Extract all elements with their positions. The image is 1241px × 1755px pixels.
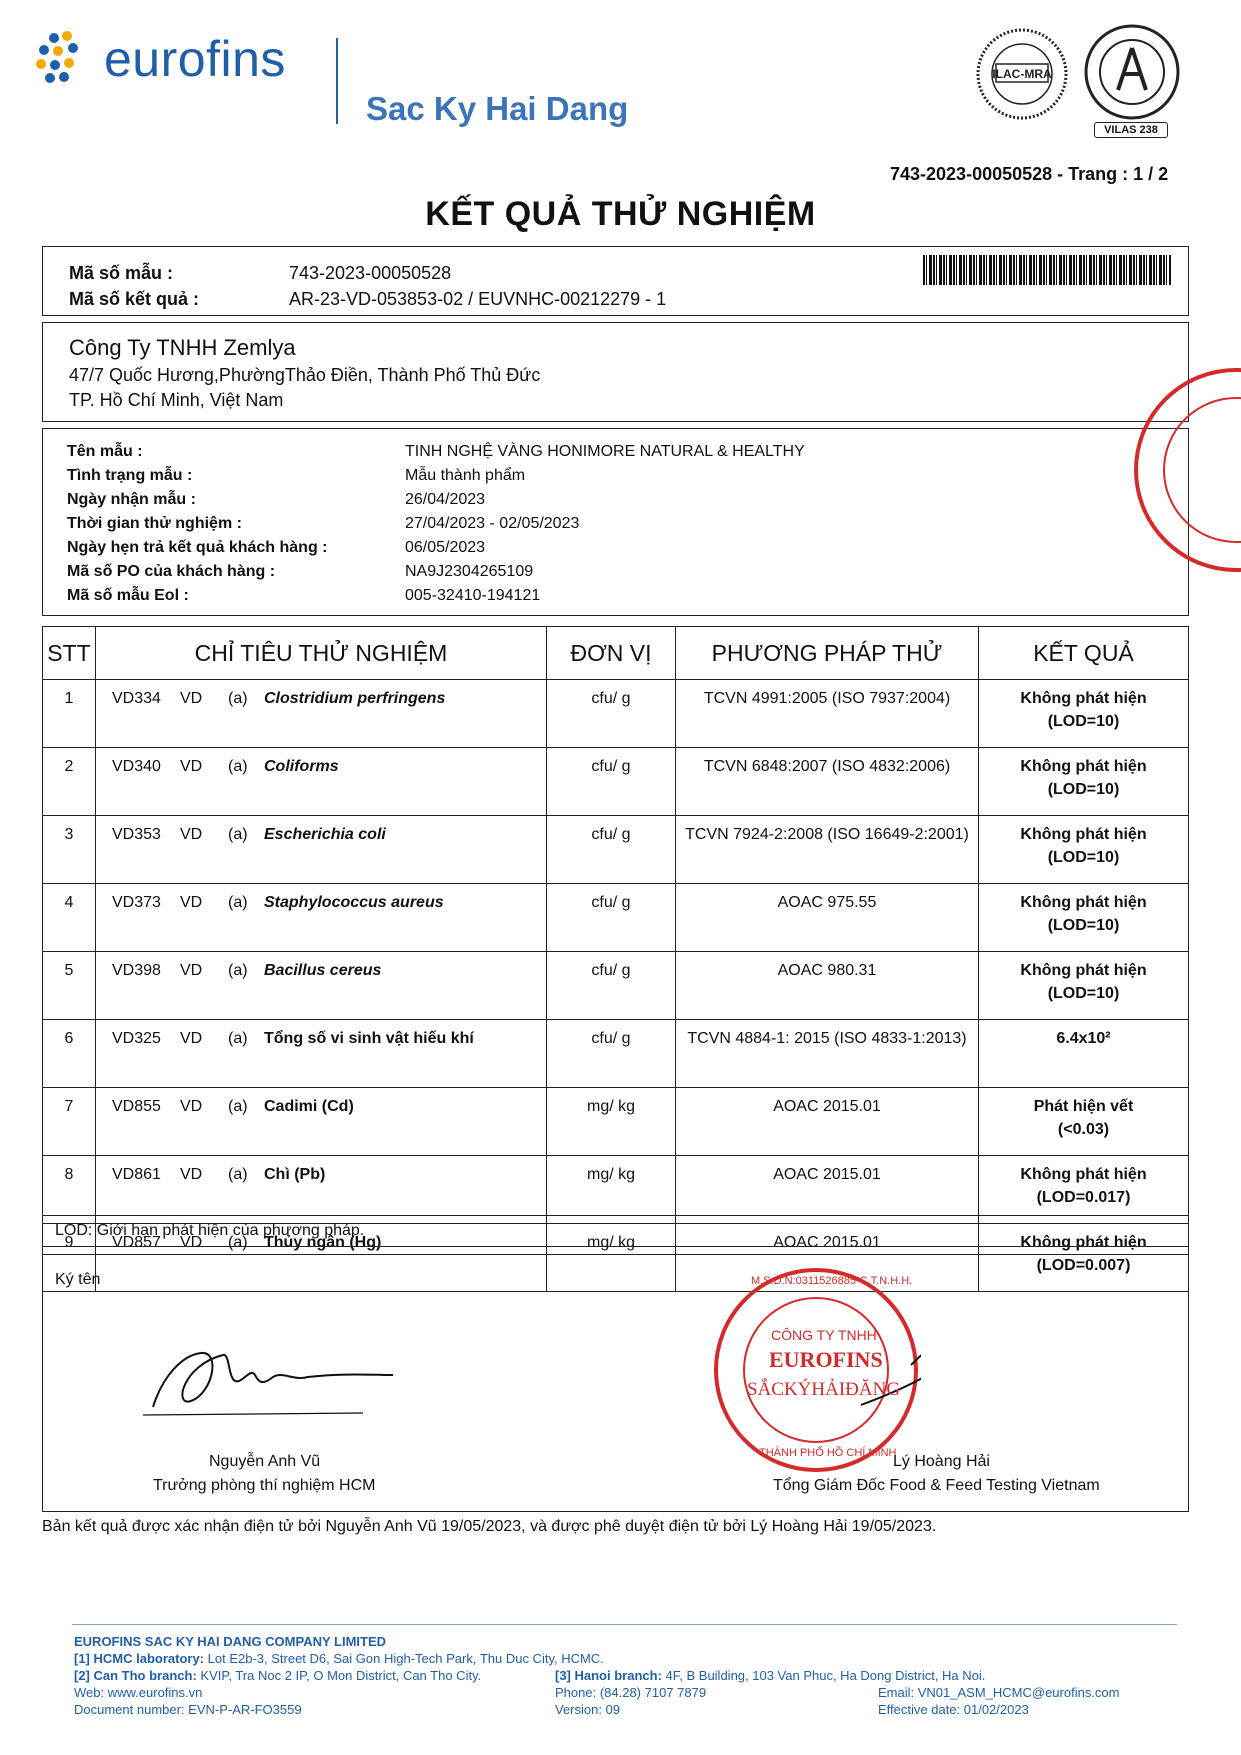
cell-indicator-name: Staphylococcus aureus [264, 894, 444, 911]
cell-result-main: Không phát hiện [1020, 826, 1147, 843]
cell-result-main: Không phát hiện [1020, 962, 1147, 979]
cell-accredited: (a) [228, 1030, 248, 1047]
table-row [43, 884, 1189, 952]
table-row [43, 1156, 1189, 1224]
cell-unit: cfu/ g [547, 816, 676, 884]
cell-stt: 4 [43, 884, 96, 952]
cell-result [979, 748, 1189, 816]
sample-no-label: Mã số mẫu : [69, 263, 174, 283]
lod-note-box [42, 1215, 1189, 1247]
ilac-seal-icon [972, 24, 1072, 124]
cell-indicator-name: Bacillus cereus [264, 962, 382, 979]
cell-result-lod: (LOD=10) [1047, 985, 1120, 1002]
table-row [43, 1088, 1189, 1156]
sample-no-value: 743-2023-00050528 [289, 263, 452, 283]
footer-email[interactable]: Email: VN01_ASM_HCMC@eurofins.com [878, 1685, 1120, 1700]
cell-unit: cfu/ g [547, 680, 676, 748]
footer-hcmc-address: Lot E2b-3, Street D6, Sai Gon High-Tech Park, Thu Duc City, HCMC. [207, 1651, 604, 1666]
cell-stt: 1 [43, 680, 96, 748]
cell-indicator [96, 1088, 547, 1156]
cell-result [979, 1156, 1189, 1224]
cell-accredited: (a) [228, 758, 248, 775]
cell-indicator [96, 816, 547, 884]
company-stamp [711, 1265, 921, 1475]
cell-unit: mg/ kg [547, 1156, 676, 1224]
cell-indicator-name: Cadimi (Cd) [264, 1098, 354, 1115]
cell-code: VD857 [112, 1234, 161, 1251]
cell-stt: 8 [43, 1156, 96, 1224]
sample-info-value: 27/04/2023 - 02/05/2023 [405, 515, 580, 532]
cell-stt: 7 [43, 1088, 96, 1156]
sample-info-box [42, 428, 1189, 616]
cell-indicator-name: Coliforms [264, 758, 339, 775]
cell-result [979, 680, 1189, 748]
header-stt: STT [43, 627, 96, 680]
accreditation-seal-icon [1082, 22, 1182, 122]
signature-box [42, 1254, 1189, 1512]
cell-result-lod: (<0.03) [1057, 1121, 1110, 1138]
header-method: PHƯƠNG PHÁP THỬ [676, 627, 979, 680]
cell-code: VD861 [112, 1166, 161, 1183]
table-row [43, 1020, 1189, 1088]
cell-indicator-name: Thủy ngân (Hg) [264, 1234, 382, 1251]
left-signature-icon [143, 1315, 403, 1425]
sample-info-label: Mã số PO của khách hàng : [67, 563, 276, 580]
cell-unit: cfu/ g [547, 884, 676, 952]
header-indicator: CHỈ TIÊU THỬ NGHIỆM [96, 627, 547, 680]
result-no-value: AR-23-VD-053853-02 / EUVNHC-00212279 - 1 [289, 289, 667, 309]
cell-accredited: (a) [228, 826, 248, 843]
table-row [43, 816, 1189, 884]
cell-result-lod: (LOD=0.017) [1036, 1189, 1131, 1206]
cell-result-main: 6.4x10² [1056, 1030, 1111, 1047]
cell-vd: VD [180, 1166, 203, 1183]
cell-result-lod: (LOD=10) [1047, 917, 1120, 934]
footer-hcmc-label: [1] HCMC laboratory: [74, 1651, 205, 1666]
cell-code: VD398 [112, 962, 161, 979]
cell-indicator-name: Clostridium perfringens [264, 690, 446, 707]
cell-accredited: (a) [228, 962, 248, 979]
footer-cantho-address: KVIP, Tra Noc 2 IP, O Mon District, Can Tho City. [200, 1668, 482, 1683]
cell-vd: VD [180, 1098, 203, 1115]
cell-indicator [96, 748, 547, 816]
cell-indicator [96, 1020, 547, 1088]
footer-effective-date: Effective date: 01/02/2023 [878, 1702, 1029, 1717]
footer-hanoi-label: [3] Hanoi branch: [555, 1668, 662, 1683]
sample-info-label: Ngày nhận mẫu : [67, 491, 196, 508]
footer-hanoi [555, 1668, 985, 1683]
customer-address-2: TP. Hồ Chí Minh, Việt Nam [69, 390, 284, 410]
cell-result-main: Không phát hiện [1020, 758, 1147, 775]
sample-info-label: Thời gian thử nghiệm : [67, 515, 242, 532]
footer-cantho [74, 1668, 481, 1683]
cell-result-lod: (LOD=10) [1047, 849, 1120, 866]
page-title: KẾT QUẢ THỬ NGHIỆM [425, 195, 816, 233]
sample-info-value: TINH NGHỆ VÀNG HONIMORE NATURAL & HEALTHY [405, 443, 805, 460]
cell-stt: 2 [43, 748, 96, 816]
cell-code: VD373 [112, 894, 161, 911]
cell-result [979, 1020, 1189, 1088]
cell-unit: cfu/ g [547, 952, 676, 1020]
header-result: KẾT QUẢ [979, 627, 1189, 680]
cell-vd: VD [180, 826, 203, 843]
sample-info-label: Ngày hẹn trả kết quả khách hàng : [67, 539, 328, 556]
cell-code: VD325 [112, 1030, 161, 1047]
cell-result-lod: (LOD=10) [1047, 713, 1120, 730]
sample-info-value: 005-32410-194121 [405, 587, 541, 604]
cell-result-main: Phát hiện vết [1033, 1098, 1134, 1115]
cell-result-main: Không phát hiện [1020, 1234, 1147, 1251]
lod-note: LOD: Giới hạn phát hiện của phương pháp. [55, 1222, 365, 1239]
customer-box [42, 322, 1189, 422]
left-signer-title: Trưởng phòng thí nghiệm HCM [153, 1477, 376, 1494]
cell-accredited: (a) [228, 1098, 248, 1115]
stamp-line-2: EUROFINS [769, 1347, 883, 1372]
table-row [43, 952, 1189, 1020]
document-reference: 743-2023-00050528 - Trang : 1 / 2 [890, 164, 1169, 184]
footer-company: EUROFINS SAC KY HAI DANG COMPANY LIMITED [74, 1634, 387, 1649]
cell-result [979, 1088, 1189, 1156]
sample-info-label: Tình trạng mẫu : [67, 467, 193, 484]
cell-indicator-name: Escherichia coli [264, 826, 386, 843]
cell-indicator [96, 680, 547, 748]
svg-text:ILAC-MRA: ILAC-MRA [992, 67, 1052, 81]
vilas-text: VILAS 238 [1104, 124, 1158, 136]
cell-code: VD340 [112, 758, 161, 775]
cell-method: AOAC 980.31 [676, 952, 979, 1020]
cell-indicator [96, 1156, 547, 1224]
cell-unit: cfu/ g [547, 748, 676, 816]
cell-code: VD855 [112, 1098, 161, 1115]
cell-result-main: Không phát hiện [1020, 894, 1147, 911]
footer-version: Version: 09 [555, 1702, 621, 1717]
cell-method: TCVN 4991:2005 (ISO 7937:2004) [676, 680, 979, 748]
cell-result [979, 884, 1189, 952]
footer-divider [72, 1624, 1177, 1625]
approval-note: Bản kết quả được xác nhận điện tử bởi Nguyễn Anh Vũ 19/05/2023, và được phê duyệt điện tử bởi Lý Hoàng Hải 19/05/2023. [42, 1518, 937, 1535]
cell-indicator [96, 884, 547, 952]
stamp-city-text: THÀNH PHỐ HỒ CHÍ MINH [759, 1447, 897, 1459]
brand-name: eurofins [104, 31, 286, 87]
result-no-label: Mã số kết quả : [69, 289, 200, 309]
vilas-badge [1094, 122, 1168, 138]
sample-info-value: Mẫu thành phẩm [405, 467, 526, 484]
cell-unit: mg/ kg [547, 1224, 676, 1292]
cell-result [979, 952, 1189, 1020]
cell-stt: 6 [43, 1020, 96, 1088]
footer-cantho-label: [2] Can Tho branch: [74, 1668, 197, 1683]
cell-result-lod: (LOD=10) [1047, 781, 1120, 798]
cell-method: TCVN 6848:2007 (ISO 4832:2006) [676, 748, 979, 816]
customer-address-1: 47/7 Quốc Hương,PhườngThảo Điền, Thành Phố Thủ Đức [69, 365, 541, 385]
cell-method: AOAC 975.55 [676, 884, 979, 952]
cell-method: AOAC 2015.01 [676, 1156, 979, 1224]
footer-hcmc [74, 1651, 604, 1666]
stamp-line-3: SẮCKÝHẢIĐĂNG [747, 1379, 901, 1400]
cell-result [979, 816, 1189, 884]
cell-method: AOAC 2015.01 [676, 1088, 979, 1156]
barcode [923, 255, 1171, 285]
customer-name: Công Ty TNHH Zemlya [69, 335, 296, 360]
cell-code: VD353 [112, 826, 161, 843]
footer-hanoi-address: 4F, B Building, 103 Van Phuc, Ha Dong District, Ha Noi. [665, 1668, 986, 1683]
table-row [43, 680, 1189, 748]
cell-accredited: (a) [228, 690, 248, 707]
sample-info-label: Tên mẫu : [67, 443, 143, 460]
cell-vd: VD [180, 894, 203, 911]
left-signer-name: Nguyễn Anh Vũ [209, 1453, 321, 1470]
cell-stt: 5 [43, 952, 96, 1020]
cell-indicator-name: Chì (Pb) [264, 1166, 326, 1183]
cell-method: AOAC 2015.01 [676, 1224, 979, 1292]
footer-phone: Phone: (84.28) 7107 7879 [555, 1685, 707, 1700]
cell-vd: VD [180, 962, 203, 979]
cell-code: VD334 [112, 690, 161, 707]
sample-info-value: NA9J2304265109 [405, 563, 534, 580]
sample-info-label: Mã số mẫu Eol : [67, 587, 189, 604]
cell-method: TCVN 7924-2:2008 (ISO 16649-2:2001) [676, 816, 979, 884]
cell-vd: VD [180, 1234, 203, 1251]
cell-indicator [96, 952, 547, 1020]
signature-label: Ký tên [55, 1271, 101, 1288]
cell-vd: VD [180, 690, 203, 707]
cell-result-main: Không phát hiện [1020, 1166, 1147, 1183]
footer-document-number: Document number: EVN-P-AR-FO3559 [74, 1702, 302, 1717]
cell-vd: VD [180, 1030, 203, 1047]
cell-stt: 3 [43, 816, 96, 884]
right-signer-title: Tổng Giám Đốc Food & Feed Testing Vietnam [773, 1477, 1100, 1494]
table-row [43, 748, 1189, 816]
cell-vd: VD [180, 758, 203, 775]
cell-accredited: (a) [228, 894, 248, 911]
results-table [42, 626, 1189, 1292]
eurofins-logo-icon [36, 30, 96, 90]
company-stamp-partial-icon [1121, 360, 1241, 580]
cell-accredited: (a) [228, 1234, 248, 1251]
sample-id-box [42, 246, 1189, 316]
cell-unit: mg/ kg [547, 1088, 676, 1156]
stamp-line-1: CÔNG TY TNHH [771, 1327, 877, 1343]
right-signer-name: Lý Hoàng Hải [893, 1453, 990, 1470]
cell-result-lod: (LOD=0.007) [1036, 1257, 1131, 1274]
cell-unit: cfu/ g [547, 1020, 676, 1088]
cell-stt: 9 [43, 1224, 96, 1292]
header-divider [336, 38, 338, 124]
sample-info-value: 06/05/2023 [405, 539, 486, 556]
cell-indicator-name: Tổng số vi sinh vật hiếu khí [264, 1030, 474, 1047]
table-header-row [43, 627, 1189, 680]
sample-info-value: 26/04/2023 [405, 491, 486, 508]
header-unit: ĐƠN VỊ [547, 627, 676, 680]
cell-method: TCVN 4884-1: 2015 (ISO 4833-1:2013) [676, 1020, 979, 1088]
cell-accredited: (a) [228, 1166, 248, 1183]
stamp-ring-text: M.S.D.N:0311526885-C.T.N.H.H. [751, 1275, 913, 1287]
cell-result-main: Không phát hiện [1020, 690, 1147, 707]
footer-web[interactable]: Web: www.eurofins.vn [74, 1685, 203, 1700]
sub-brand: Sac Ky Hai Dang [366, 90, 629, 127]
